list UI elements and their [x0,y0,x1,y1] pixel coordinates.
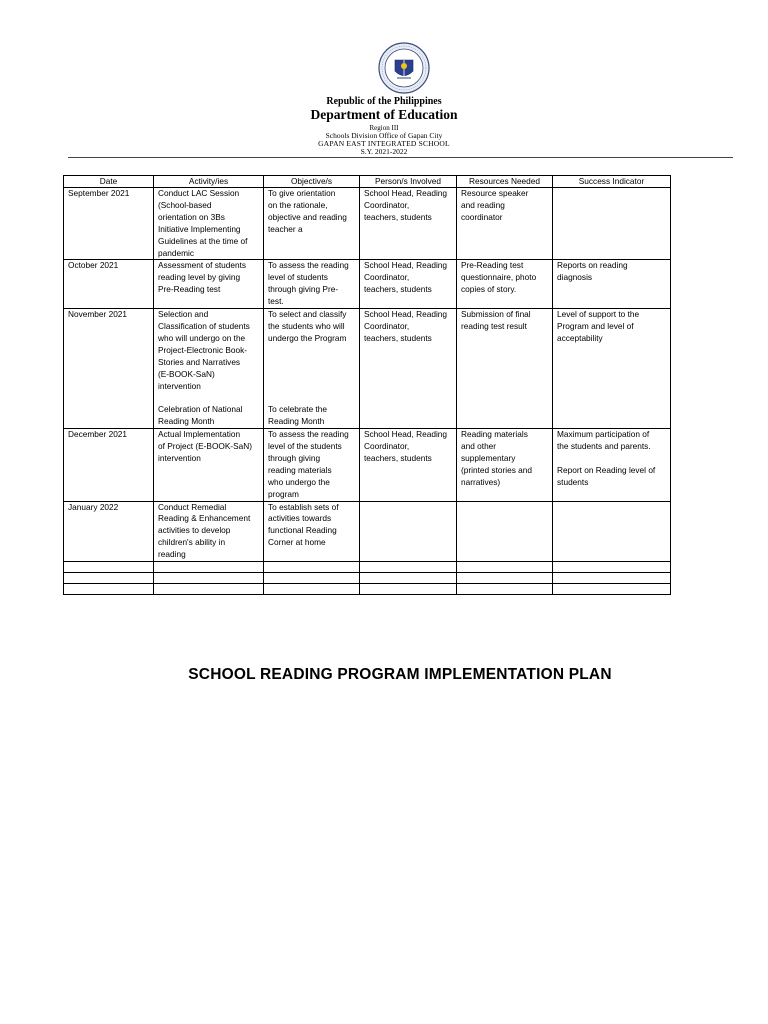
empty-cell [64,562,154,573]
cell-resources: Resource speaker and reading coordinator [457,188,553,260]
cell-indicator: Maximum participation of the students and parents. Report on Reading level of students [553,429,671,501]
table-row [64,260,671,309]
empty-cell [154,573,264,584]
cell-date: November 2021 [64,309,154,429]
empty-cell [154,584,264,595]
empty-cell [264,573,360,584]
cell-activity: Conduct Remedial Reading & Enhancement activities to develop children's ability in reading [154,501,264,562]
empty-cell [553,562,671,573]
empty-cell [360,584,457,595]
header-region: Region III [369,124,399,132]
column-header-objective: Objective/s [264,176,360,188]
column-header-date: Date [64,176,154,188]
cell-objective: To establish sets of activities towards functional Reading Corner at home [264,501,360,562]
cell-indicator: Level of support to the Program and level of acceptability [553,309,671,429]
cell-activity: Assessment of students reading level by giving Pre-Reading test [154,260,264,309]
cell-persons: School Head, Reading Coordinator, teachers, students [360,188,457,260]
cell-resources: Submission of final reading test result [457,309,553,429]
empty-cell [154,562,264,573]
table-header-row [64,176,671,188]
header-divider [68,157,733,158]
cell-resources: Reading materials and other supplementary (printed stories and narratives) [457,429,553,501]
cell-objective: To assess the reading level of the students through giving reading materials who undergo the program [264,429,360,501]
empty-table-row [64,584,671,595]
empty-cell [64,573,154,584]
cell-date: October 2021 [64,260,154,309]
cell-date: January 2022 [64,501,154,562]
empty-table-row [64,562,671,573]
header-school: GAPAN EAST INTEGRATED SCHOOL [318,139,450,148]
cell-resources: Pre-Reading test questionnaire, photo copies of story. [457,260,553,309]
cell-date: September 2021 [64,188,154,260]
cell-indicator [553,501,671,562]
cell-objective: To select and classify the students who will undergo the Program To celebrate the Reading Month [264,309,360,429]
cell-date: December 2021 [64,429,154,501]
header-school-year: S.Y. 2021-2022 [360,147,408,156]
cell-activity: Actual Implementation of Project (E-BOOK-SaN) intervention [154,429,264,501]
cell-persons [360,501,457,562]
column-header-persons: Person/s Involved [360,176,457,188]
empty-cell [457,562,553,573]
column-header-resources: Resources Needed [457,176,553,188]
cell-objective: To assess the reading level of students through giving Pre- test. [264,260,360,309]
table-row [64,429,671,501]
header-division: Schools Division Office of Gapan City [325,131,443,140]
empty-cell [264,562,360,573]
header-republic: Republic of the Philippines [326,96,442,107]
header-department: Department of Education [310,107,458,122]
empty-cell [457,584,553,595]
cell-indicator: Reports on reading diagnosis [553,260,671,309]
cell-activity: Conduct LAC Session (School-based orientation on 3Bs Initiative Implementing Guidelines at the time of pandemic [154,188,264,260]
empty-table-row [64,573,671,584]
empty-cell [457,573,553,584]
column-header-activity: Activity/ies [154,176,264,188]
cell-indicator [553,188,671,260]
empty-cell [360,573,457,584]
empty-cell [360,562,457,573]
table-row [64,188,671,260]
table-row [64,309,671,429]
empty-cell [553,584,671,595]
column-header-indicator: Success Indicator [553,176,671,188]
cell-activity: Selection and Classification of students who will undergo on the Project-Electronic Book- Stories and Narratives (E-BOOK-SaN) intervention Celebration of National Reading Month [154,309,264,429]
cell-persons: School Head, Reading Coordinator, teachers, students [360,260,457,309]
cell-objective: To give orientation on the rationale, objective and reading teacher a [264,188,360,260]
cell-persons: School Head, Reading Coordinator, teachers, students [360,429,457,501]
empty-cell [553,573,671,584]
empty-cell [264,584,360,595]
implementation-plan-table [63,175,671,595]
cell-persons: School Head, Reading Coordinator, teachers, students [360,309,457,429]
document-title: SCHOOL READING PROGRAM IMPLEMENTATION PLAN [188,666,612,683]
cell-resources [457,501,553,562]
deped-seal [378,42,430,94]
empty-cell [64,584,154,595]
table-row [64,501,671,562]
